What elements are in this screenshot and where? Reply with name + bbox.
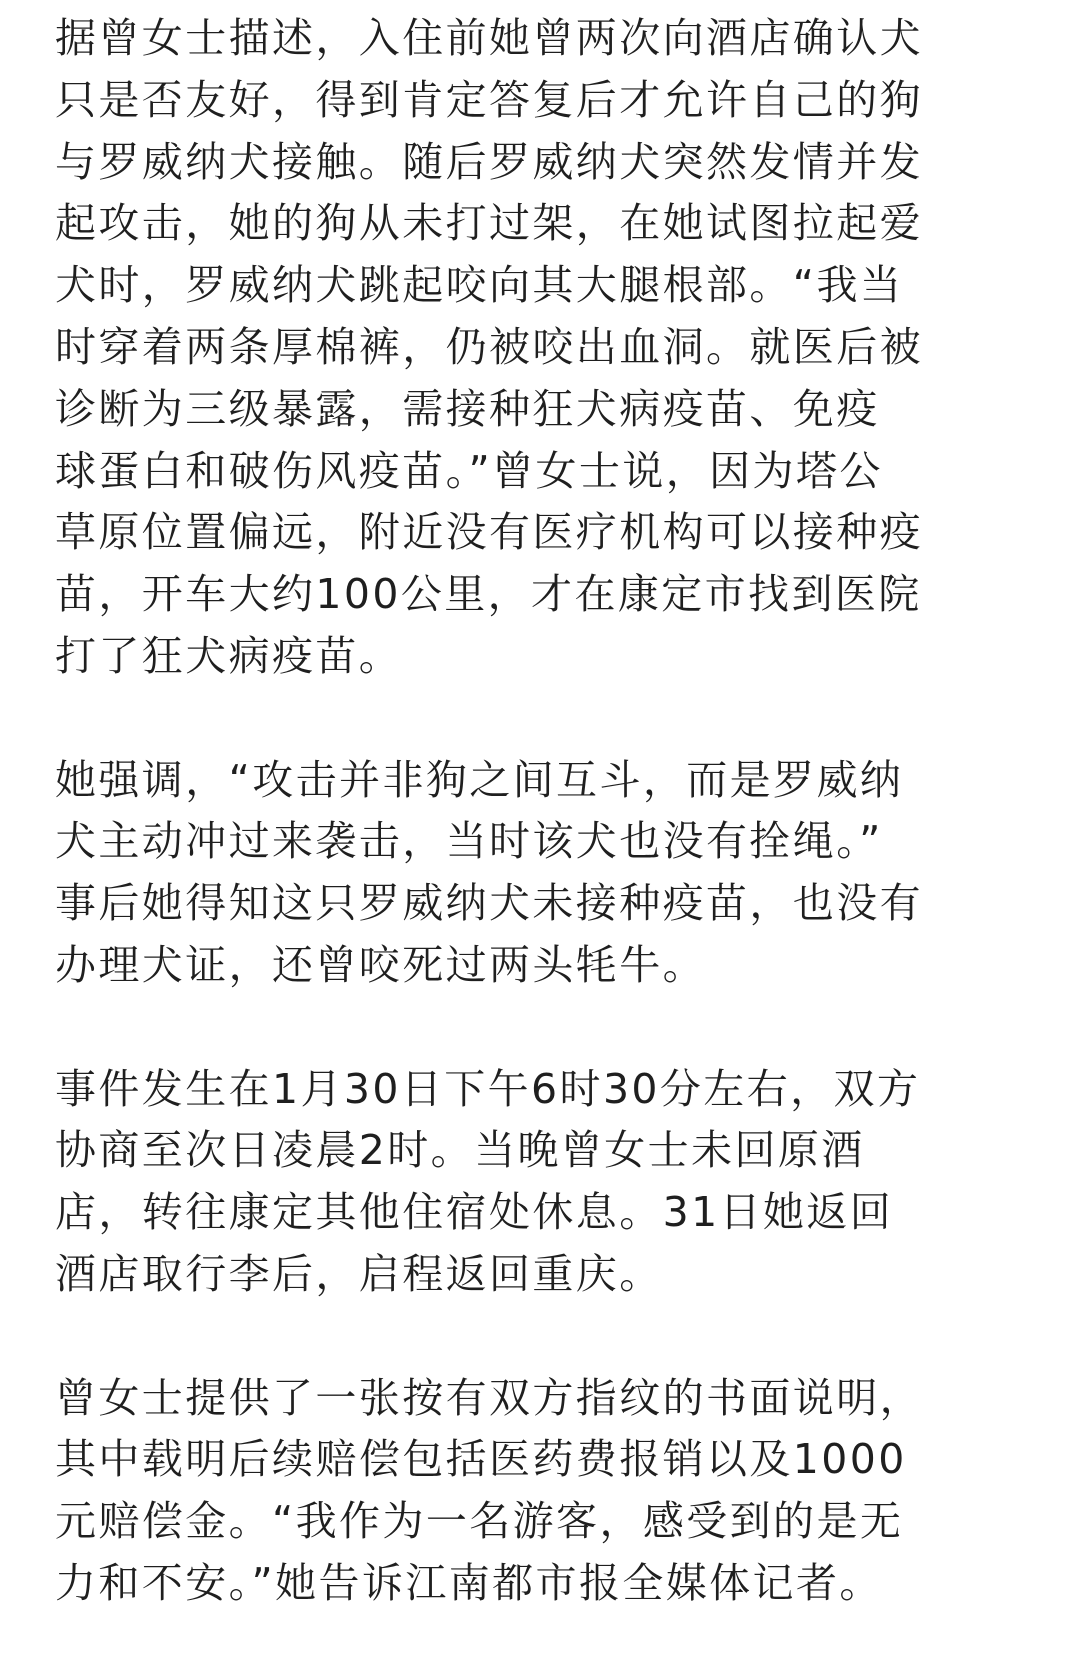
text-line: 酒店取行李后，启程返回重庆。 [55,1249,663,1298]
article-body [55,8,991,1677]
text-line: 事后她得知这只罗威纳犬未接种疫苗，也没有 [55,879,923,928]
paragraph-4 [55,1368,991,1615]
paragraph-3 [55,1059,991,1306]
text-line: 店，转往康定其他住宿处休息。31日她返回 [55,1188,894,1237]
text-line: 办理犬证，还曾咬死过两头牦牛。 [55,940,706,989]
text-line: 其中载明后续赔偿包括医药费报销以及1000 [55,1435,907,1484]
text-line: 元赔偿金。“我作为一名游客，感受到的是无 [55,1497,904,1546]
paragraph-2 [55,750,991,997]
text-line: 诊断为三级暴露，需接种狂犬病疫苗、免疫 [55,384,880,433]
text-line: 她强调，“攻击并非狗之间互斗，而是罗威纳 [55,755,904,804]
text-line: 据曾女士描述，入住前她曾两次向酒店确认犬 [55,14,923,62]
text-line: 苗，开车大约100公里，才在康定市找到医院 [55,570,922,619]
text-line: 只是否友好，得到肯定答复后才允许自己的狗 [55,75,923,124]
text-line: 力和不安。”她告诉江南都市报全媒体记者。 [55,1558,883,1607]
text-line: 曾女士提供了一张按有双方指纹的书面说明， [55,1373,923,1422]
paragraph-1 [55,8,991,688]
text-line: 起攻击，她的狗从未打过架，在她试图拉起爱 [55,199,923,248]
text-line: 事件发生在1月30日下午6时30分左右，双方 [55,1064,921,1113]
text-line: 与罗威纳犬接触。随后罗威纳犬突然发情并发 [55,137,923,186]
text-line: 球蛋白和破伤风疫苗。”曾女士说，因为塔公 [55,446,883,495]
text-line: 犬时，罗威纳犬跳起咬向其大腿根部。“我当 [55,261,904,310]
text-line: 协商至次日凌晨2时。当晚曾女士未回原酒 [55,1126,865,1175]
text-line: 犬主动冲过来袭击，当时该犬也没有拴绳。” [55,817,883,866]
text-line: 时穿着两条厚棉裤，仍被咬出血洞。就医后被 [55,322,923,371]
text-line: 草原位置偏远，附近没有医疗机构可以接种疫 [55,508,923,557]
text-line: 打了狂犬病疫苗。 [55,631,403,680]
